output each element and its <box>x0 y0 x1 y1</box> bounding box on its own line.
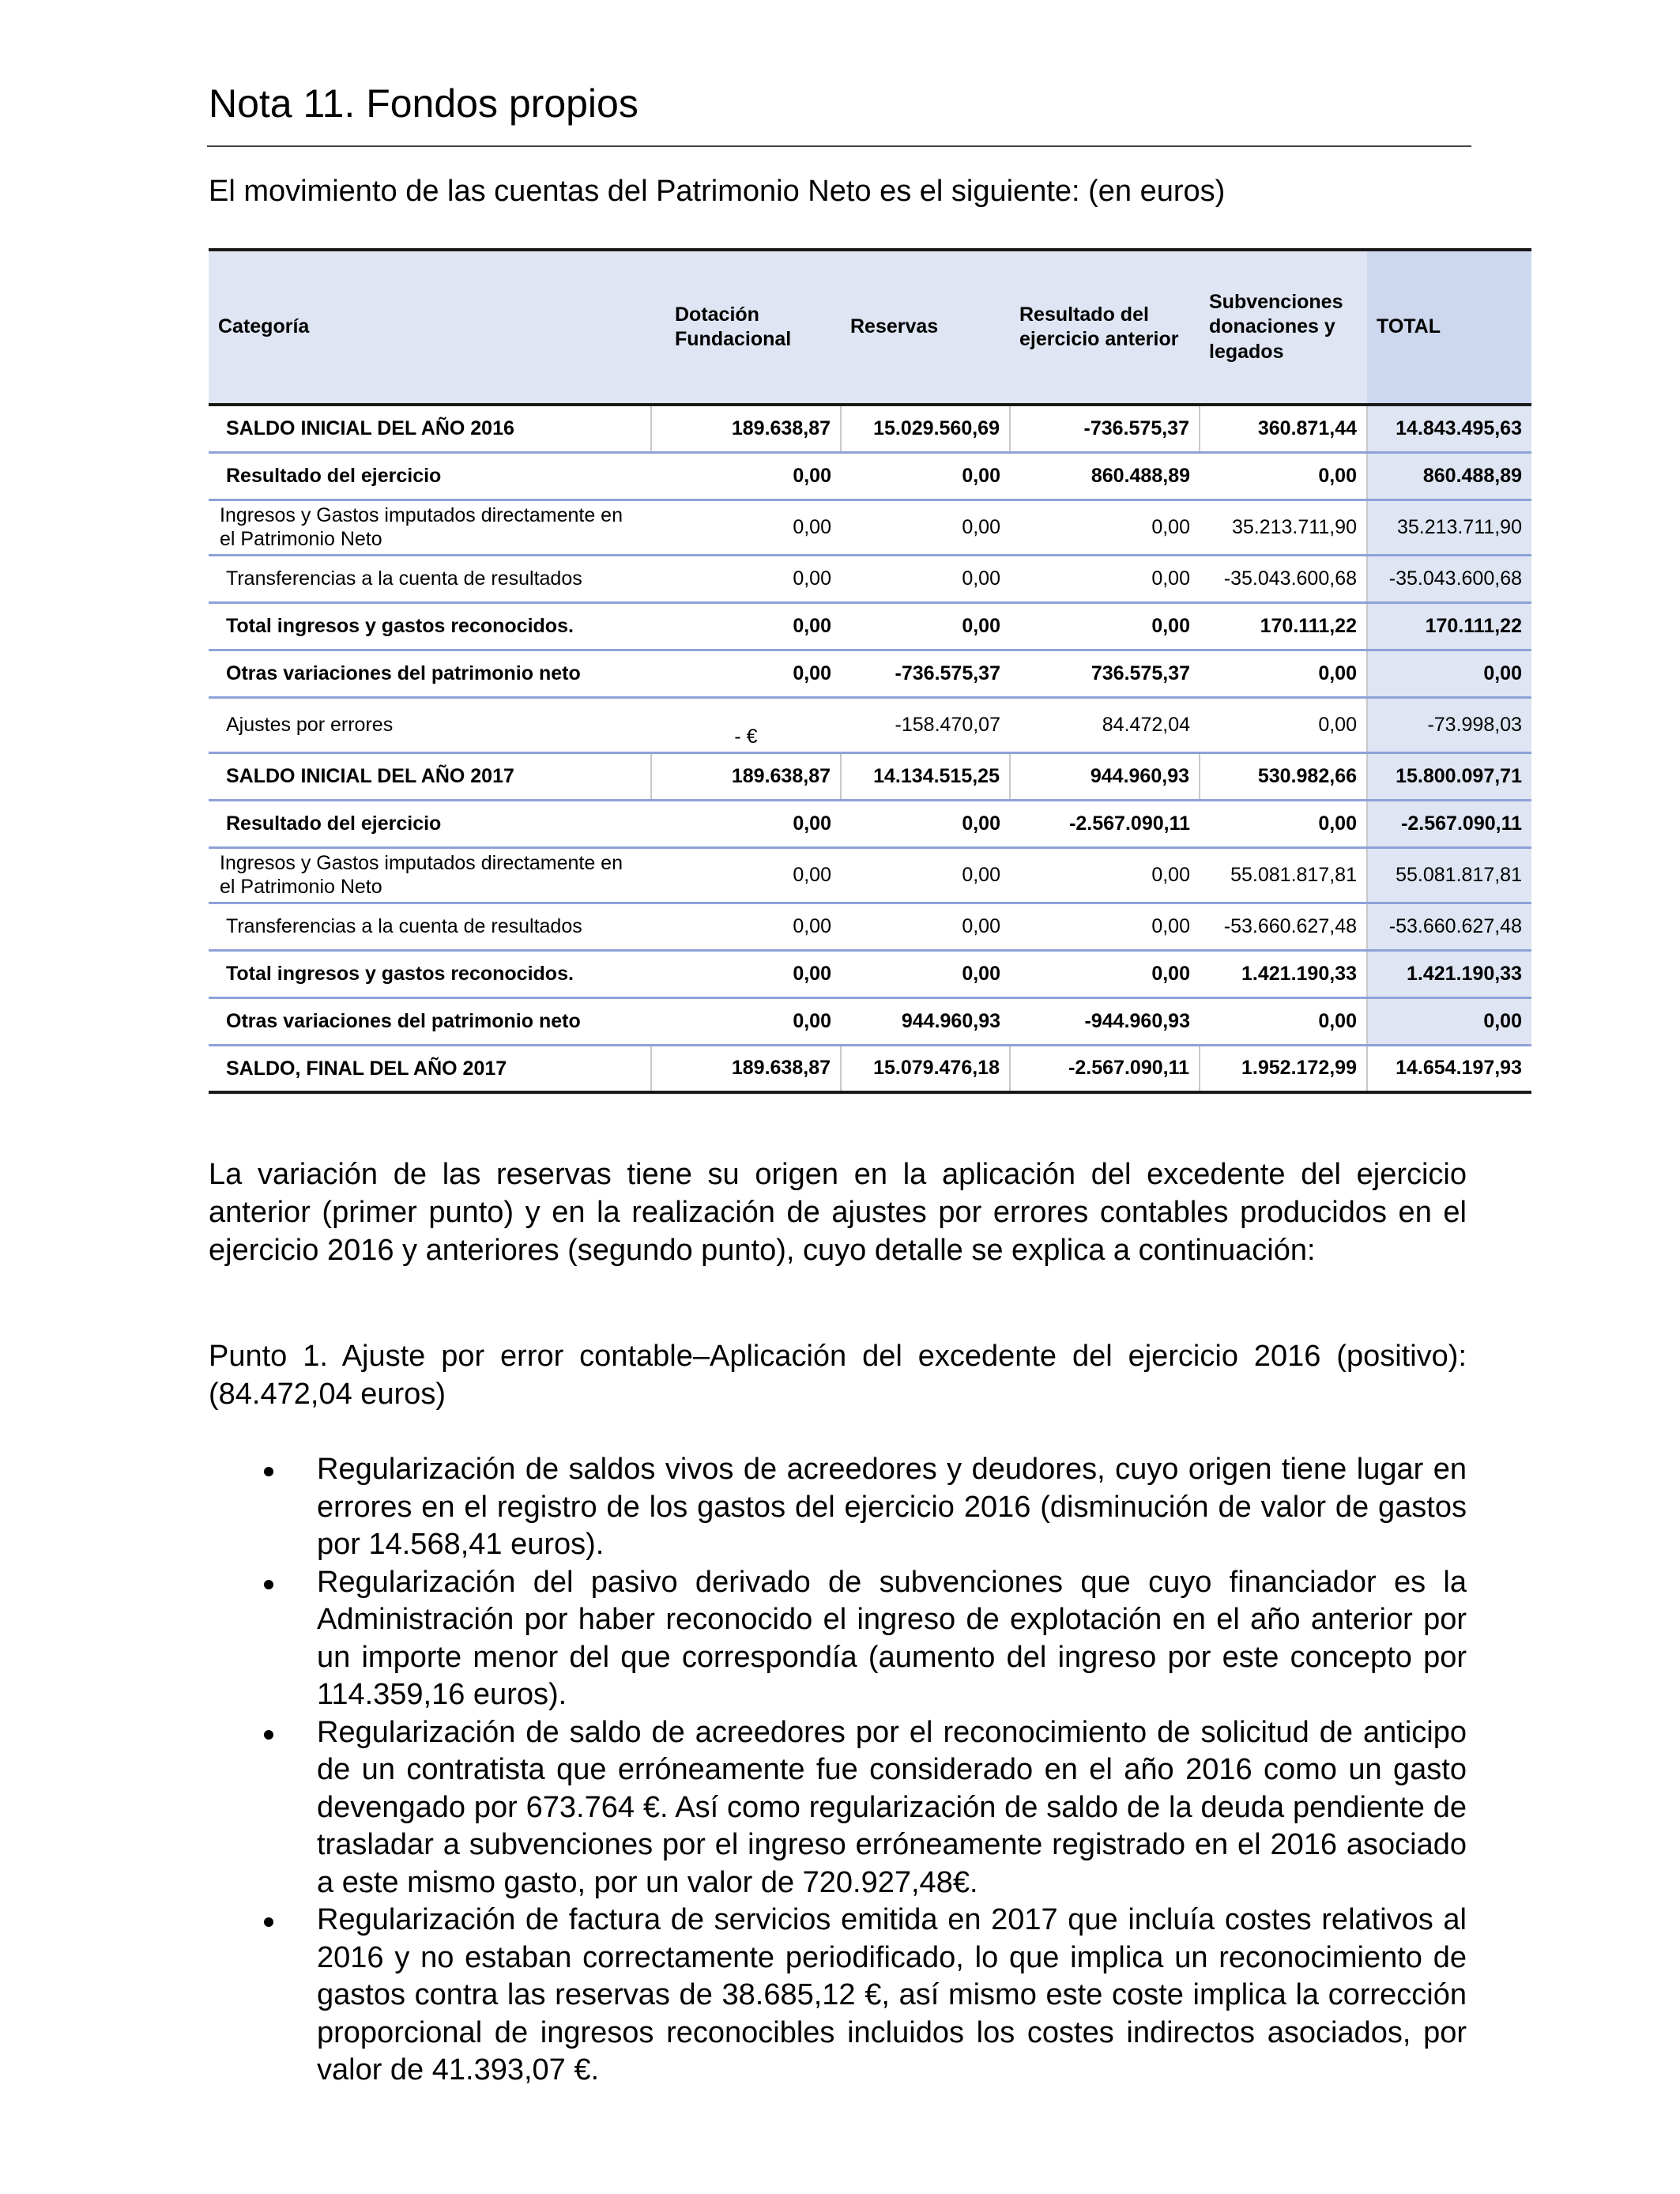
cell-reservas: 15.029.560,69 <box>841 405 1010 452</box>
table-row <box>209 602 1531 650</box>
row-label: SALDO INICIAL DEL AÑO 2016 <box>209 405 651 452</box>
cell-dotacion: 0,00 <box>651 650 841 697</box>
table-row <box>209 997 1531 1045</box>
cell-subvenciones: 55.081.817,81 <box>1200 847 1367 903</box>
row-label: Otras variaciones del patrimonio neto <box>209 650 651 697</box>
cell-dotacion: - € <box>651 697 841 752</box>
cell-reservas: -158.470,07 <box>841 697 1010 752</box>
header-subvenciones: Subvenciones donaciones y legados <box>1200 250 1367 405</box>
table-row <box>209 950 1531 997</box>
cell-dotacion: 189.638,87 <box>651 752 841 800</box>
cell-total: 15.800.097,71 <box>1367 752 1531 800</box>
cell-resultado-anterior: 0,00 <box>1010 847 1200 903</box>
cell-subvenciones: -53.660.627,48 <box>1200 903 1367 950</box>
table-header-row <box>209 250 1531 405</box>
bullet-text: Regularización de saldos vivos de acreedores y deudores, cuyo origen tiene lugar en errores en el registro de los gastos del ejercicio 2016 (disminución de valor de gastos por 14.568,41 euros). <box>317 1453 1467 1561</box>
cell-resultado-anterior: -736.575,37 <box>1010 405 1200 452</box>
bullet-icon <box>264 1580 273 1589</box>
cell-total: 55.081.817,81 <box>1367 847 1531 903</box>
row-label: Resultado del ejercicio <box>209 800 651 847</box>
cell-resultado-anterior: 0,00 <box>1010 950 1200 997</box>
cell-dotacion: 0,00 <box>651 903 841 950</box>
bullet-icon <box>264 1730 273 1740</box>
adjustment-bullet-list <box>209 1451 1467 2090</box>
cell-total: 14.843.495,63 <box>1367 405 1531 452</box>
cell-dotacion: 0,00 <box>651 950 841 997</box>
cell-resultado-anterior: -944.960,93 <box>1010 997 1200 1045</box>
row-label: Ingresos y Gastos imputados directamente en el Patrimonio Neto <box>209 499 651 555</box>
cell-reservas: -736.575,37 <box>841 650 1010 697</box>
cell-total: -53.660.627,48 <box>1367 903 1531 950</box>
row-label: Ajustes por errores <box>209 697 651 752</box>
table-row <box>209 697 1531 752</box>
cell-reservas: 14.134.515,25 <box>841 752 1010 800</box>
equity-movement-table <box>209 248 1531 1094</box>
cell-reservas: 15.079.476,18 <box>841 1045 1010 1092</box>
cell-reservas: 0,00 <box>841 452 1010 499</box>
cell-resultado-anterior: -2.567.090,11 <box>1010 800 1200 847</box>
bullet-icon <box>264 1467 273 1476</box>
cell-resultado-anterior: 0,00 <box>1010 499 1200 555</box>
cell-total: -73.998,03 <box>1367 697 1531 752</box>
bullet-icon <box>264 1917 273 1927</box>
table-row <box>209 847 1531 903</box>
cell-dotacion: 189.638,87 <box>651 1045 841 1092</box>
header-total: TOTAL <box>1367 250 1531 405</box>
row-label: Total ingresos y gastos reconocidos. <box>209 950 651 997</box>
header-categoria: Categoría <box>209 250 651 405</box>
cell-resultado-anterior: 736.575,37 <box>1010 650 1200 697</box>
page-title: Nota 11. Fondos propios <box>209 81 638 126</box>
cell-subvenciones: 0,00 <box>1200 452 1367 499</box>
intro-text: El movimiento de las cuentas del Patrimonio Neto es el siguiente: (en euros) <box>209 175 1226 208</box>
cell-resultado-anterior: 944.960,93 <box>1010 752 1200 800</box>
table-row <box>209 800 1531 847</box>
row-label: Ingresos y Gastos imputados directamente en el Patrimonio Neto <box>209 847 651 903</box>
cell-resultado-anterior: -2.567.090,11 <box>1010 1045 1200 1092</box>
cell-dotacion: 0,00 <box>651 555 841 602</box>
cell-dotacion: 0,00 <box>651 602 841 650</box>
cell-dotacion: 0,00 <box>651 800 841 847</box>
row-label: Resultado del ejercicio <box>209 452 651 499</box>
cell-reservas: 0,00 <box>841 800 1010 847</box>
cell-dotacion: 0,00 <box>651 847 841 903</box>
list-item <box>209 1451 1467 1564</box>
row-label: Transferencias a la cuenta de resultados <box>209 903 651 950</box>
row-label: SALDO INICIAL DEL AÑO 2017 <box>209 752 651 800</box>
header-reservas: Reservas <box>841 250 1010 405</box>
cell-reservas: 0,00 <box>841 903 1010 950</box>
table-row <box>209 903 1531 950</box>
row-label: Transferencias a la cuenta de resultados <box>209 555 651 602</box>
table-row <box>209 405 1531 452</box>
cell-dotacion: 0,00 <box>651 499 841 555</box>
table-row <box>209 650 1531 697</box>
cell-resultado-anterior: 84.472,04 <box>1010 697 1200 752</box>
row-label: Otras variaciones del patrimonio neto <box>209 997 651 1045</box>
table-row <box>209 752 1531 800</box>
list-item <box>209 1714 1467 1902</box>
cell-total: 0,00 <box>1367 650 1531 697</box>
cell-reservas: 0,00 <box>841 499 1010 555</box>
table-row <box>209 452 1531 499</box>
header-dotacion: Dotación Fundacional <box>651 250 841 405</box>
cell-dotacion: 0,00 <box>651 997 841 1045</box>
cell-reservas: 944.960,93 <box>841 997 1010 1045</box>
bullet-text: Regularización de factura de servicios emitida en 2017 que incluía costes relativos al 2016 y no estaban correctamente periodificado, lo que implica un reconocimiento de gastos contra las reservas de 38.685,12 €, así mismo este coste implica la corrección proporcional de ingresos reconocibles incluidos los costes indirectos asociados, por valor de 41.393,07 €. <box>317 1903 1467 2087</box>
table-row <box>209 555 1531 602</box>
cell-subvenciones: 0,00 <box>1200 800 1367 847</box>
cell-total: 860.488,89 <box>1367 452 1531 499</box>
cell-total: 170.111,22 <box>1367 602 1531 650</box>
paragraph-punto-1: Punto 1. Ajuste por error contable–Aplicación del excedente del ejercicio 2016 (positivo): (84.472,04 euros) <box>209 1340 1467 1411</box>
cell-subvenciones: 0,00 <box>1200 697 1367 752</box>
cell-subvenciones: 0,00 <box>1200 650 1367 697</box>
cell-resultado-anterior: 0,00 <box>1010 555 1200 602</box>
cell-total: 35.213.711,90 <box>1367 499 1531 555</box>
table-row <box>209 1045 1531 1092</box>
cell-subvenciones: 1.421.190,33 <box>1200 950 1367 997</box>
cell-reservas: 0,00 <box>841 950 1010 997</box>
cell-reservas: 0,00 <box>841 602 1010 650</box>
row-label: SALDO, FINAL DEL AÑO 2017 <box>209 1045 651 1092</box>
cell-subvenciones: 35.213.711,90 <box>1200 499 1367 555</box>
cell-reservas: 0,00 <box>841 847 1010 903</box>
cell-resultado-anterior: 0,00 <box>1010 903 1200 950</box>
bullet-text: Regularización de saldo de acreedores por el reconocimiento de solicitud de anticipo de un contratista que erróneamente fue considerado en el año 2016 como un gasto devengado por 673.764 €. Así como regularización de saldo de la deuda pendiente de trasladar a subvenciones por el ingreso erróneamente registrado en el 2016 asociado a este mismo gasto, por un valor de 720.927,48€. <box>317 1715 1467 1899</box>
cell-resultado-anterior: 860.488,89 <box>1010 452 1200 499</box>
cell-dotacion: 0,00 <box>651 452 841 499</box>
cell-subvenciones: 1.952.172,99 <box>1200 1045 1367 1092</box>
list-item <box>209 1564 1467 1714</box>
cell-total: -2.567.090,11 <box>1367 800 1531 847</box>
cell-subvenciones: 530.982,66 <box>1200 752 1367 800</box>
cell-total: 14.654.197,93 <box>1367 1045 1531 1092</box>
cell-reservas: 0,00 <box>841 555 1010 602</box>
bullet-text: Regularización del pasivo derivado de subvenciones que cuyo financiador es la Administración por haber reconocido el ingreso de explotación en el año anterior por un importe menor del que correspondía (aumento del ingreso por este concepto por 114.359,16 euros). <box>317 1565 1467 1711</box>
cell-total: 0,00 <box>1367 997 1531 1045</box>
header-resultado-anterior: Resultado del ejercicio anterior <box>1010 250 1200 405</box>
cell-dotacion: 189.638,87 <box>651 405 841 452</box>
paragraph-reservas-variation: La variación de las reservas tiene su origen en la aplicación del excedente del ejercicio anterior (primer punto) y en la realización de ajustes por errores contables producidos en el ejercicio 2016 y anteriores (segundo punto), cuyo detalle se explica a continuación: <box>209 1158 1467 1267</box>
row-label: Total ingresos y gastos reconocidos. <box>209 602 651 650</box>
cell-subvenciones: -35.043.600,68 <box>1200 555 1367 602</box>
cell-subvenciones: 360.871,44 <box>1200 405 1367 452</box>
cell-subvenciones: 170.111,22 <box>1200 602 1367 650</box>
title-divider <box>207 145 1471 147</box>
cell-resultado-anterior: 0,00 <box>1010 602 1200 650</box>
cell-total: -35.043.600,68 <box>1367 555 1531 602</box>
cell-total: 1.421.190,33 <box>1367 950 1531 997</box>
list-item <box>209 1902 1467 2090</box>
table-row <box>209 499 1531 555</box>
cell-subvenciones: 0,00 <box>1200 997 1367 1045</box>
